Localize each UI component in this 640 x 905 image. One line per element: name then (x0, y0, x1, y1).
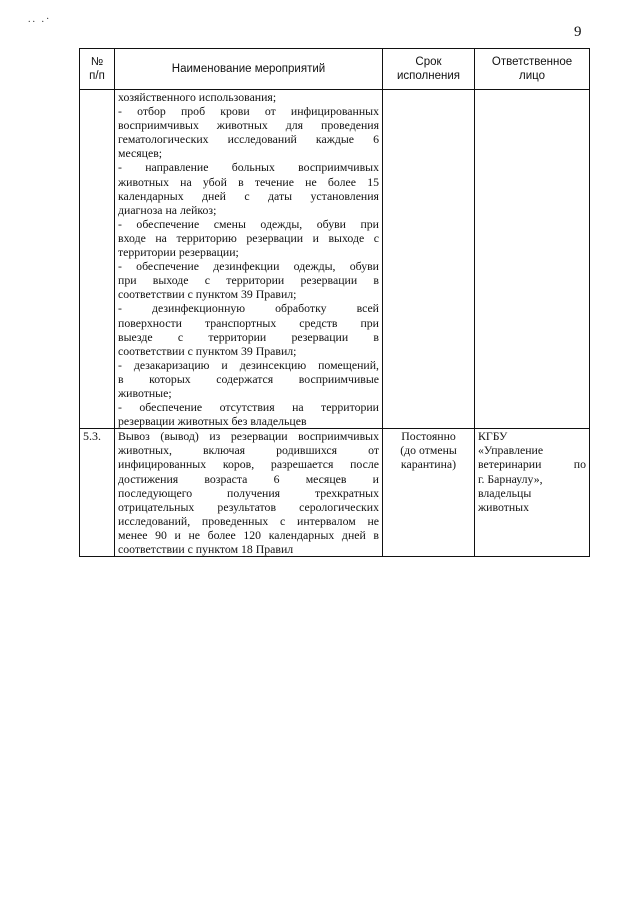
term-line: карантина) (400, 457, 457, 472)
responsible-line: г. Барнаулу», (478, 471, 543, 486)
text-line: гематологических исследований каждые 6 (118, 132, 379, 147)
text-line: животных, включая родившихся от (118, 443, 379, 458)
row-5-3-num: 5.3. (80, 429, 115, 557)
text-line: соответствии с пунктом 18 Правил (118, 542, 294, 556)
table-row-continued (80, 90, 590, 429)
text-line: отрицательных результатов серологических (118, 499, 379, 514)
text-line: последующего получения трехкратных (118, 485, 379, 500)
text-line: поверхности транспортных средств при (118, 315, 379, 330)
row-continued-num (80, 90, 115, 429)
text-line: соответствии с пунктом 39 Правил; (118, 343, 297, 358)
text-line: в которых содержатся восприимчивые (118, 371, 379, 386)
text-line: восприимчивых животных для проведения (118, 118, 379, 133)
row-5-3-term (383, 429, 475, 557)
text-line: - направление больных восприимчивых (118, 160, 379, 175)
row-continued-term (383, 90, 475, 429)
row-5-3-responsible (475, 429, 590, 557)
text-line: соответствии с пунктом 39 Правил; (118, 287, 297, 302)
responsible-line: животных (478, 499, 529, 514)
text-line: - отбор проб крови от инфицированных (118, 104, 379, 119)
text-line: выезде с территории резервации в (118, 329, 379, 344)
text-line: хозяйственного использования; (118, 90, 277, 104)
table-row-5-3 (80, 429, 590, 557)
text-line: месяцев; (118, 146, 163, 161)
page-number: 9 (574, 24, 582, 40)
text-line: инфицированных коров, разрешается после (118, 457, 379, 472)
text-line: резервации животных без владельцев (118, 414, 307, 429)
row-continued-responsible (475, 90, 590, 429)
text-line: менее 90 и не более 120 календарных дней в (118, 527, 379, 542)
text-line: животные; (118, 385, 172, 400)
text-line: Вывоз (вывод) из резервации восприимчивых (118, 429, 379, 444)
text-line: - обеспечение смены одежды, обуви при (118, 216, 379, 231)
table-header-row (80, 49, 590, 90)
text-line: входе на территорию резервации и выходе с (118, 230, 379, 245)
row-continued-name (115, 90, 383, 429)
text-line: - дезакаризацию и дезинсекцию помещений, (118, 357, 379, 372)
header-responsible: Ответственное лицо (475, 49, 590, 90)
responsible-line: ветеринарии по (478, 457, 586, 472)
responsible-line: владельцы (478, 485, 532, 500)
text-line: - дезинфекционную обработку всей (118, 301, 379, 316)
text-line: - обеспечение отсутствия на территории (118, 400, 379, 415)
text-line: при выходе с территории резервации в (118, 273, 379, 288)
text-line: достижения возраста 6 месяцев и (118, 471, 379, 486)
scan-specks: .. .· (28, 14, 52, 25)
text-line: животных на убой в течение не более 15 (118, 174, 379, 189)
term-line: Постоянно (401, 429, 456, 444)
text-line: - обеспечение дезинфекции одежды, обуви (118, 259, 379, 274)
text-line: диагноза на лейкоз; (118, 202, 217, 217)
header-num: № п/п (80, 49, 115, 90)
text-line: календарных дней с даты установления (118, 188, 379, 203)
header-name: Наименование мероприятий (115, 49, 383, 90)
header-term: Срок исполнения (383, 49, 475, 90)
row-5-3-name (115, 429, 383, 557)
text-line: территории резервации; (118, 245, 239, 260)
responsible-line: КГБУ (478, 429, 508, 444)
term-line: (до отмены (400, 443, 457, 458)
measures-table (79, 48, 590, 557)
responsible-line: «Управление (478, 443, 544, 458)
text-line: исследований, проведенных с интервалом не (118, 513, 379, 528)
